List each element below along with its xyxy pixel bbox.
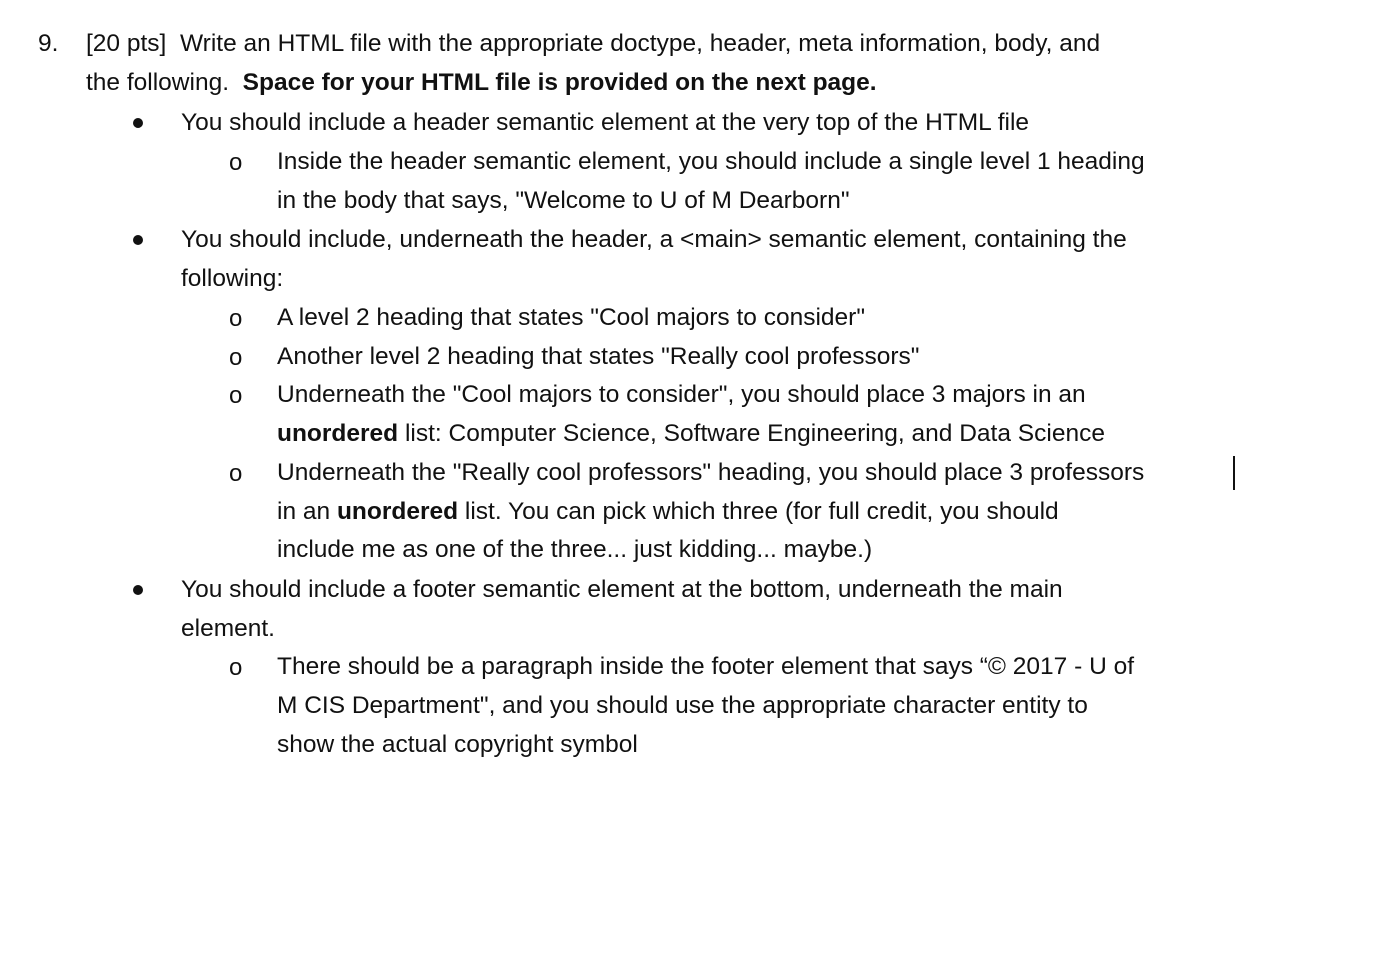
sub-bullet-icon: o: [229, 382, 243, 409]
sub-bullet-icon: o: [229, 149, 243, 176]
sub-main-4-line-2: [277, 497, 1059, 527]
text-cursor: [1233, 456, 1235, 490]
question-text-2: the following.: [86, 69, 230, 96]
sub-main-3-line-2: [277, 419, 1105, 449]
bold-unordered: unordered: [336, 498, 459, 525]
question-line-1: [86, 29, 1100, 59]
sub-main-1: A level 2 heading that states "Cool majors to consider": [277, 304, 866, 331]
bullet-header-text: You should include a header semantic element at the very top of the HTML file: [181, 109, 1030, 136]
sub-bullet-icon: o: [229, 460, 243, 487]
bullet-icon: [133, 585, 143, 595]
sub-header-line-1: Inside the header semantic element, you should include a single level 1 heading: [277, 148, 1145, 175]
question-note-bold: Space for your HTML file is provided on the next page.: [242, 69, 877, 96]
bold-unordered: unordered: [277, 420, 399, 447]
sub-footer-line-1: There should be a paragraph inside the footer element that says “© 2017 - U of: [277, 653, 1134, 680]
sub-main-3-line-1: Underneath the "Cool majors to consider", you should place 3 majors in an: [277, 381, 1086, 408]
sub-bullet-icon: o: [229, 344, 243, 371]
sub-bullet-icon: o: [229, 305, 243, 332]
sub-footer-line-3: show the actual copyright symbol: [277, 731, 638, 758]
sub-main-4-line-2-pre: in an: [277, 498, 337, 525]
sub-bullet-icon: o: [229, 654, 243, 681]
sub-main-2: Another level 2 heading that states "Really cool professors": [277, 343, 920, 370]
bullet-icon: [133, 235, 143, 245]
sub-header-line-2: in the body that says, "Welcome to U of M Dearborn": [277, 187, 850, 214]
question-number: 9.: [38, 30, 59, 57]
question-text-1: Write an HTML file with the appropriate doctype, header, meta information, body, and: [179, 30, 1101, 57]
bullet-footer-line-1: You should include a footer semantic element at the bottom, underneath the main: [181, 576, 1063, 603]
sub-footer-line-2: M CIS Department", and you should use the appropriate character entity to: [277, 692, 1088, 719]
bullet-icon: [133, 118, 143, 128]
sub-main-3-line-2-rest: list: Computer Science, Software Engineering, and Data Science: [398, 420, 1105, 447]
bullet-footer-line-2: element.: [181, 615, 275, 642]
bullet-main-line-2: following:: [181, 265, 284, 292]
sub-main-4-line-3: include me as one of the three... just kidding... maybe.): [277, 536, 873, 563]
bullet-main-line-1: You should include, underneath the header, a <main> semantic element, containing the: [181, 226, 1127, 253]
question-points: [20 pts]: [86, 30, 167, 57]
question-line-2: [86, 68, 877, 98]
sub-main-4-line-1: Underneath the "Really cool professors" heading, you should place 3 professors: [277, 459, 1145, 486]
sub-main-4-line-2-rest: list. You can pick which three (for full credit, you should: [458, 498, 1059, 525]
